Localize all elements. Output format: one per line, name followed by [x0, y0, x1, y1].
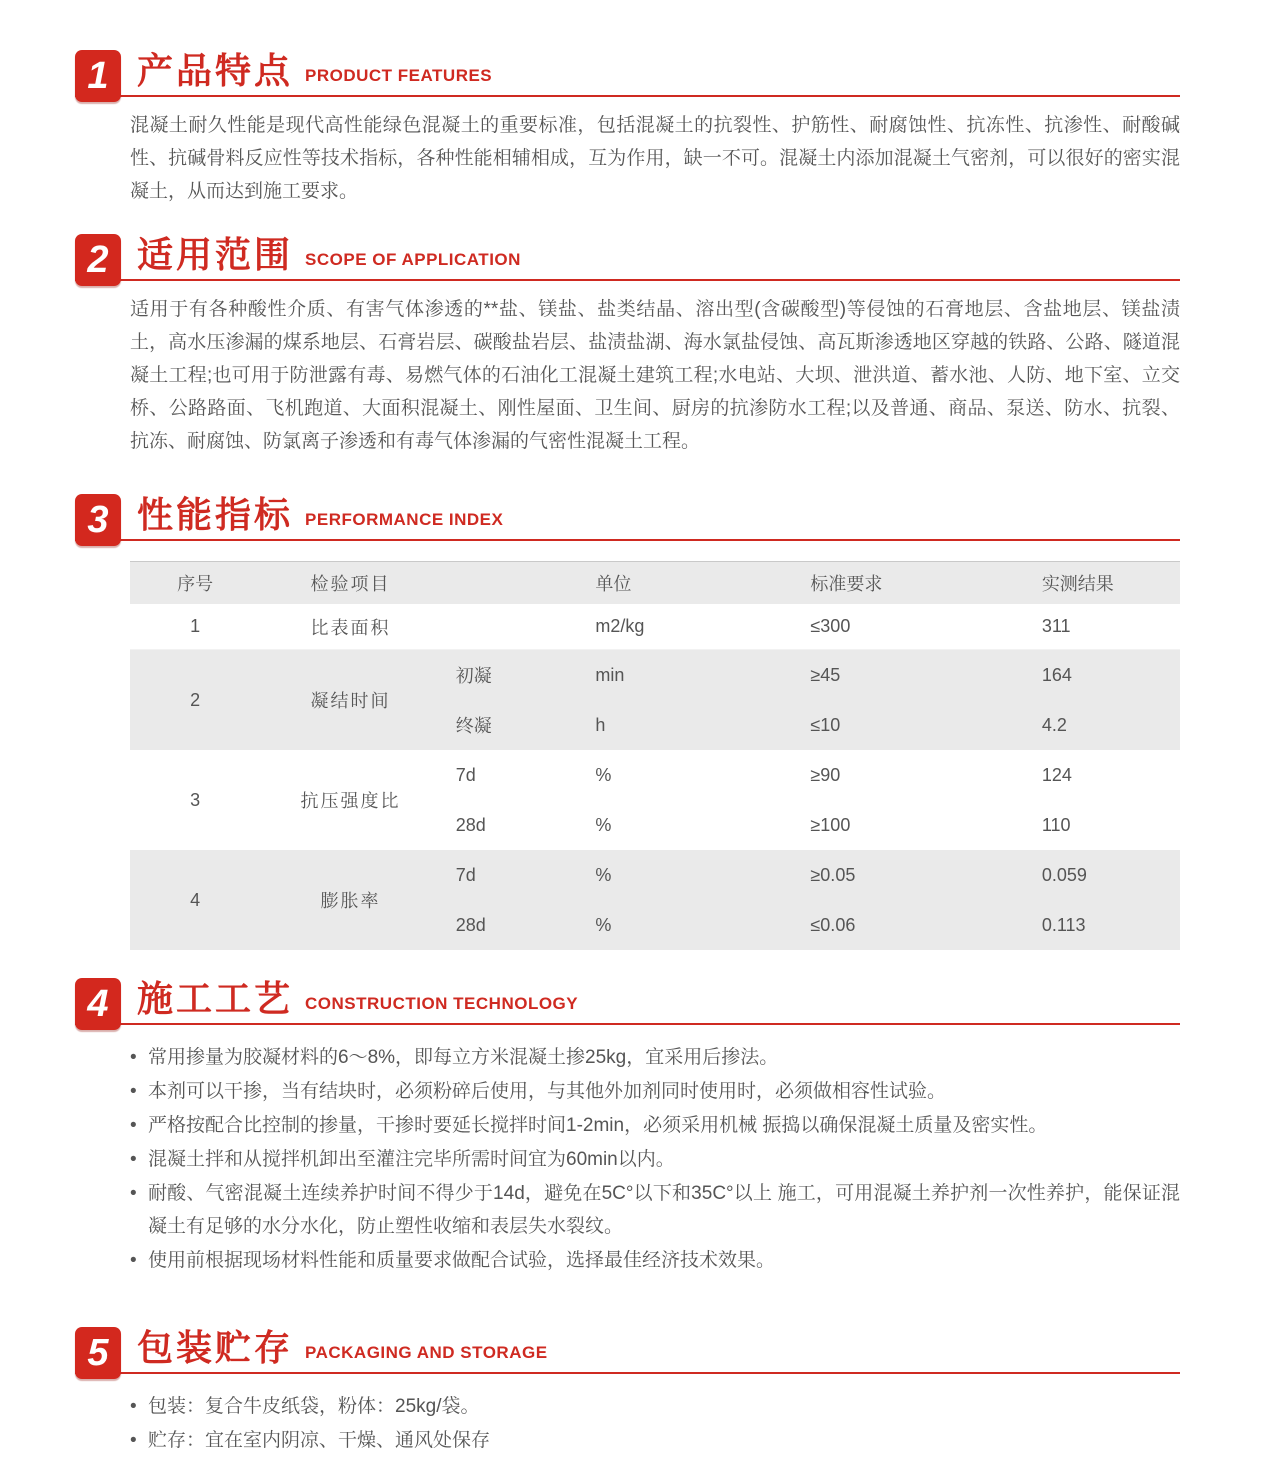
cell-unit: h	[595, 714, 606, 735]
cell-standard: ≤300	[810, 616, 851, 636]
bullet-item: • 常用掺量为胶凝材料的6～8%，即每立方米混凝土掺25kg，宜采用后掺法。	[130, 1041, 1180, 1074]
cell-standard: ≤10	[810, 714, 841, 735]
section-header	[75, 234, 1180, 281]
performance-table	[130, 561, 1180, 950]
cell-no: 4	[190, 889, 201, 910]
section-title-en: SCOPE OF APPLICATION	[305, 250, 521, 269]
cell-standard: ≥45	[810, 664, 841, 685]
cell-item: 凝结时间	[310, 691, 391, 711]
cell-result: 164	[1041, 664, 1072, 685]
table-row	[130, 850, 1180, 950]
section-construction-technology	[75, 978, 1180, 1277]
cell-unit: min	[595, 664, 625, 685]
cell-standard: ≥0.05	[810, 864, 856, 885]
cell-sub: 28d	[455, 914, 486, 935]
table-row	[130, 750, 1180, 850]
section-packaging-and-storage	[75, 1327, 1180, 1457]
col-header-sub	[441, 562, 581, 604]
cell-sub: 7d	[455, 764, 476, 785]
cell-no: 1	[190, 616, 201, 636]
cell-result: 110	[1041, 814, 1071, 835]
section-title-en: PACKAGING AND STORAGE	[305, 1343, 548, 1362]
section-title-zh: 适用范围	[137, 234, 294, 275]
cell-item: 膨胀率	[320, 891, 381, 911]
cell-item: 抗压强度比	[300, 791, 401, 811]
section-number-badge: 4	[75, 978, 121, 1030]
col-header-standard: 标准要求	[810, 574, 883, 594]
col-header-result: 实测结果	[1041, 574, 1114, 594]
cell-result: 124	[1041, 764, 1072, 785]
table-header-row	[130, 561, 1180, 604]
packaging-bullet-list	[130, 1390, 1180, 1457]
bullet-item: • 包装：复合牛皮纸袋，粉体：25kg/袋。	[130, 1390, 1180, 1423]
section-header	[75, 50, 1180, 97]
section-title-zh: 包装贮存	[137, 1327, 294, 1368]
section-number-badge: 1	[75, 50, 121, 102]
table-row	[130, 650, 1180, 750]
cell-item: 比表面积	[310, 617, 391, 638]
section-number-badge: 3	[75, 494, 121, 546]
section-performance-index	[75, 494, 1180, 950]
construction-bullet-list	[130, 1041, 1180, 1277]
table-row	[130, 604, 1180, 650]
cell-no: 2	[190, 689, 201, 710]
cell-standard: ≥100	[810, 814, 851, 835]
cell-no: 3	[190, 789, 201, 810]
section-number-badge: 5	[75, 1327, 121, 1379]
cell-result: 0.113	[1041, 914, 1086, 935]
cell-sub: 28d	[455, 814, 486, 835]
features-paragraph: 混凝土耐久性能是现代高性能绿色混凝土的重要标准，包括混凝土的抗裂性、护筋性、耐腐蚀性、抗冻性、抗渗性、耐酸碱性、抗碱骨料反应性等技术指标，各种性能相辅相成，互为作用，缺一不可。混凝土内添加混凝土气密剂，可以很好的密实混凝土，从而达到施工要求。	[130, 115, 1180, 202]
section-title-zh: 施工工艺	[137, 978, 294, 1019]
section-title-zh: 产品特点	[137, 50, 294, 91]
col-header-unit: 单位	[595, 574, 632, 594]
cell-unit: m2/kg	[595, 616, 645, 636]
section-scope-of-application	[75, 234, 1180, 458]
col-header-no: 序号	[177, 574, 214, 594]
section-number-badge: 2	[75, 234, 121, 286]
cell-sub: 初凝	[455, 666, 492, 686]
cell-unit: %	[595, 814, 612, 835]
section-title-zh: 性能指标	[137, 494, 294, 535]
cell-standard: ≥90	[810, 764, 841, 785]
cell-result: 0.059	[1041, 864, 1087, 885]
section-body	[130, 293, 1180, 458]
col-header-item: 检验项目	[310, 574, 391, 594]
scope-paragraph: 适用于有各种酸性介质、有害气体渗透的**盐、镁盐、盐类结晶、溶出型(含碳酸型)等侵蚀的石膏地层、含盐地层、镁盐渍土，高水压渗漏的煤系地层、石膏岩层、碳酸盐岩层、盐渍盐湖、海水氯盐侵蚀、高瓦斯渗透地区穿越的铁路、公路、隧道混凝土工程;也可用于防泄露有毒、易燃气体的石油化工混凝土建筑工程;水电站、大坝、泄洪道、蓄水池、人防、地下室、立交桥、公路路面、飞机跑道、大面积混凝土、刚性屋面、卫生间、厨房的抗渗防水工程;以及普通、商品、泵送、防水、抗裂、抗冻、耐腐蚀、防氯离子渗透和有毒气体渗漏的气密性混凝土工程。	[130, 299, 1180, 452]
cell-result: 311	[1041, 616, 1071, 636]
cell-unit: %	[595, 764, 612, 785]
bullet-item: • 本剂可以干掺，当有结块时，必须粉碎后使用，与其他外加剂同时使用时，必须做相容性试验。	[130, 1075, 1180, 1108]
bullet-item: • 耐酸、气密混凝土连续养护时间不得少于14d，避免在5C°以下和35C°以上 施工，可用混凝土养护剂一次性养护，能保证混凝土有足够的水分水化，防止塑性收缩和表层失水裂纹。	[130, 1177, 1180, 1243]
bullet-item: • 严格按配合比控制的掺量，干掺时要延长搅拌时间1-2min，必须采用机械 振捣以确保混凝土质量及密实性。	[130, 1109, 1180, 1142]
bullet-item: • 混凝土拌和从搅拌机卸出至灌注完毕所需时间宜为60min以内。	[130, 1143, 1180, 1176]
cell-standard: ≤0.06	[810, 914, 856, 935]
section-title-en: PRODUCT FEATURES	[305, 66, 493, 85]
bullet-item: • 使用前根据现场材料性能和质量要求做配合试验，选择最佳经济技术效果。	[130, 1244, 1180, 1277]
cell-sub	[441, 604, 581, 649]
section-title-en: CONSTRUCTION TECHNOLOGY	[305, 994, 579, 1013]
section-body	[130, 109, 1180, 208]
section-header	[75, 978, 1180, 1025]
cell-unit: %	[595, 914, 612, 935]
section-body	[130, 1041, 1180, 1277]
section-header	[75, 1327, 1180, 1374]
section-header	[75, 494, 1180, 541]
cell-unit: %	[595, 864, 612, 885]
section-product-features	[75, 50, 1180, 208]
cell-result: 4.2	[1041, 714, 1067, 735]
bullet-item: • 贮存：宜在室内阴凉、干燥、通风处保存	[130, 1424, 1180, 1457]
section-body	[130, 1390, 1180, 1457]
cell-sub: 7d	[455, 864, 476, 885]
cell-sub: 终凝	[455, 716, 492, 736]
section-title-en: PERFORMANCE INDEX	[305, 510, 504, 529]
